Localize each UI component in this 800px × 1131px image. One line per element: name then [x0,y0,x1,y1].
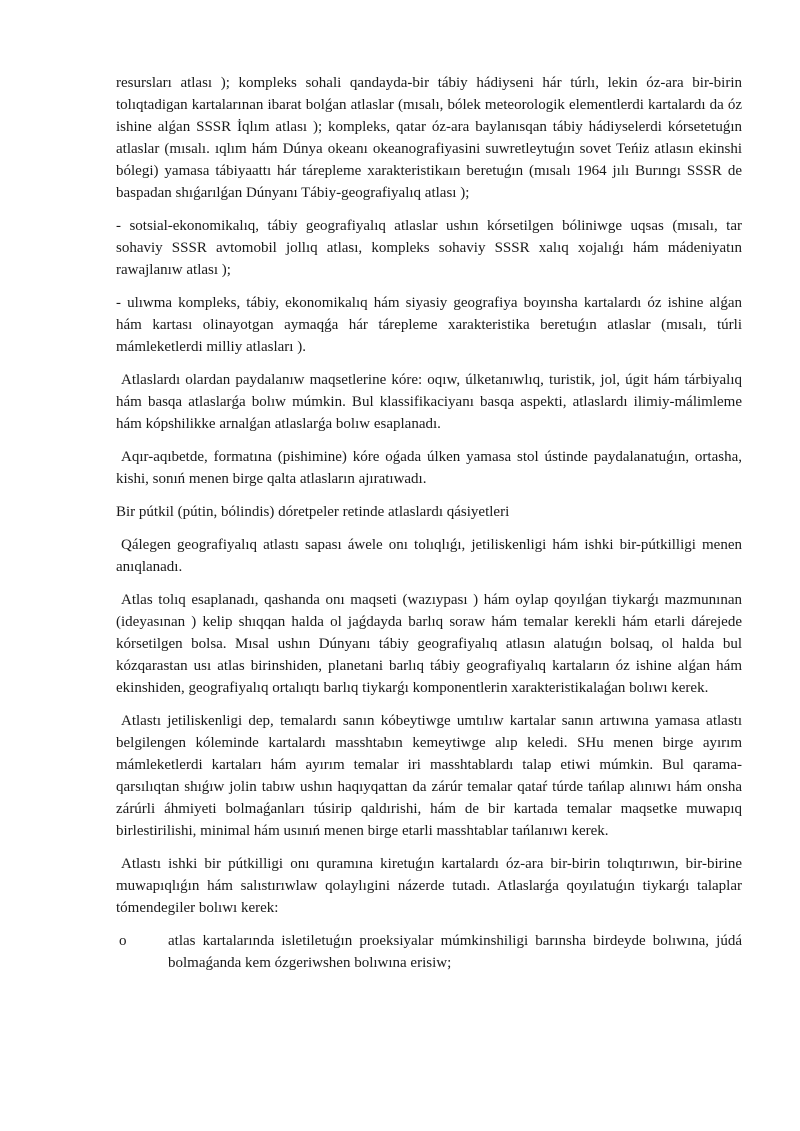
list-item-text: atlas kartalarında isletiletuǵın proeksiyalar múmkinshiligi barınsha birdeyde bolıwına, júdá bolmaǵanda kem ózgeriwshen bolıwına erisiw; [168,933,742,971]
paragraph-atlas-completeness: Atlas tolıq esaplanadı, qashanda onı maqseti (wazıypası ) hám oylap qoyılǵan tiykarǵı mazmunınan (ideyasınan ) kelip shıqqan halda ol jaǵdayda barlıq soraw hám temalar kerekli hám etarli dárejede kórsetilgen bolsa. Mısal ushın Dúnyanı tábiy geografiyalıq atlasın alatuǵın bolsaq, ol halda bul kózqarastan usı atlas birinshiden, planetani barlıq tábiy geografiyalıq kartaların óz ishine alǵan hám ekinshiden, geografiyalıq ortalıqtı barlıq tiykarǵı komponentlerin xarakteristikalaǵan bolıwı kerek. [116,592,742,696]
paragraph-atlas-quality: Qálegen geografiyalıq atlastı sapası áwele onı tolıqlıǵı, jetiliskenligi hám ishki bir-pútkilligi menen anıqlanadı. [116,537,742,575]
paragraph-socio-economic-atlases: - sotsial-ekonomikalıq, tábiy geografiyalıq atlaslar ushın kórsetilgen bóliniwge uqsas (mısalı, tar sohaviy SSSR avtomobil jollıq atlası, kompleks sohaviy SSSR xalıq xojalıǵı hám mádeniyatın rawajlanıw atlası ); [116,218,742,278]
paragraph-atlas-purposes: Atlaslardı olardan paydalanıw maqsetlerine kóre: oqıw, úlketanıwlıq, turistik, jol, úgit hám tárbiyalıq hám basqa atlaslarǵa bolıw múmkin. Bul klassifikaciyanı basqa aspekti, atlaslardı ilimiy-málimleme hám kópshilikke arnalǵan atlaslarǵa bolıw esaplanadı. [116,372,742,432]
list-item [116,930,742,974]
bullet-marker: o [119,933,127,949]
paragraph-complex-atlases: - ulıwma kompleks, tábiy, ekonomikalıq hám siyasiy geografiya boyınsha kartalardı óz ishine alǵan hám kartası olinayotgan aymaqǵa hár tárepleme xarakteristika beretuǵın atlaslar (mısalı, túrli mámleketlerdi milliy atlasları ). [116,295,742,355]
paragraph-atlas-unity: Atlastı ishki bir pútkilligi onı quramına kiretuǵın kartalardı óz-ara bir-birin tolıqtırıwın, bir-birine muwapıqlıǵın hám salıstırıwlaw qolaylıgini názerde tutadı. Atlaslarǵa qoyılatuǵın tiykarǵı talaplar tómendegiler bolıwı kerek: [116,856,742,916]
paragraph-atlas-types-natural: resursları atlası ); kompleks sohali qandayda-bir tábiy hádiyseni hár túrlı, lekin óz-ara bir-birin tolıqtadigan kartalarınan ibarat bolǵan atlaslar (mısalı, bólek meteorologik elementlerdi kartalardı da óz ishine alǵan SSSR İqlım atlası ); kompleks, qatar óz-ara baylanısqan tábiy hádiyselerdi kórsetetuǵın atlaslar (mısalı. ıqlım hám Dúnya okeanı okeanografiyasini suwretleytuǵın sovet Teńiz atlasın ekinshi bólegi) yamasa tábiyaattı hár tárepleme xarakteristikaın beretuǵın (mısalı 1964 jılı Burıngı SSSR de baspadan shıǵarılǵan Dúnyanı Tábiy-geografiyalıq atlası ); [116,75,742,201]
paragraph-atlas-formats: Aqır-aqıbetde, formatına (pishimine) kóre oǵada úlken yamasa stol ústinde paydalanatuǵın, ortasha, kishi, sonıń menen birge qalta atlasların ajıratıwadı. [116,449,742,487]
section-heading-atlas-properties: Bir pútkil (pútin, bólindis) dóretpeler retinde atlaslardı qásiyetleri [116,504,510,520]
document-page [116,72,742,974]
paragraph-atlas-perfection: Atlastı jetiliskenligi dep, temalardı sanın kóbeytiwge umtılıw kartalar sanın artıwına yamasa atlastı belgilengen kóleminde kartalardı masshtabın kemeytiwge alıp keledi. SHu menen birge ayırım mámleketlerdi kartaları hám ayırım temalar iri masshtablardı talap etiwi múmkin. Bul qarama-qarsılıqtan shıǵıw jolin tabıw ushın haqıyqattan da zárúr temalar qataŕ túrde tańlap alınıwı hám onsha zárúrli áhmiyeti bolmaǵanları túsirip qaldırishi, hám de bir kartada temalar maqsetke muwapıq birlestirilishi, minimal hám usınıń menen birge etarli masshtablar tańlanıwı kerek. [116,713,742,839]
